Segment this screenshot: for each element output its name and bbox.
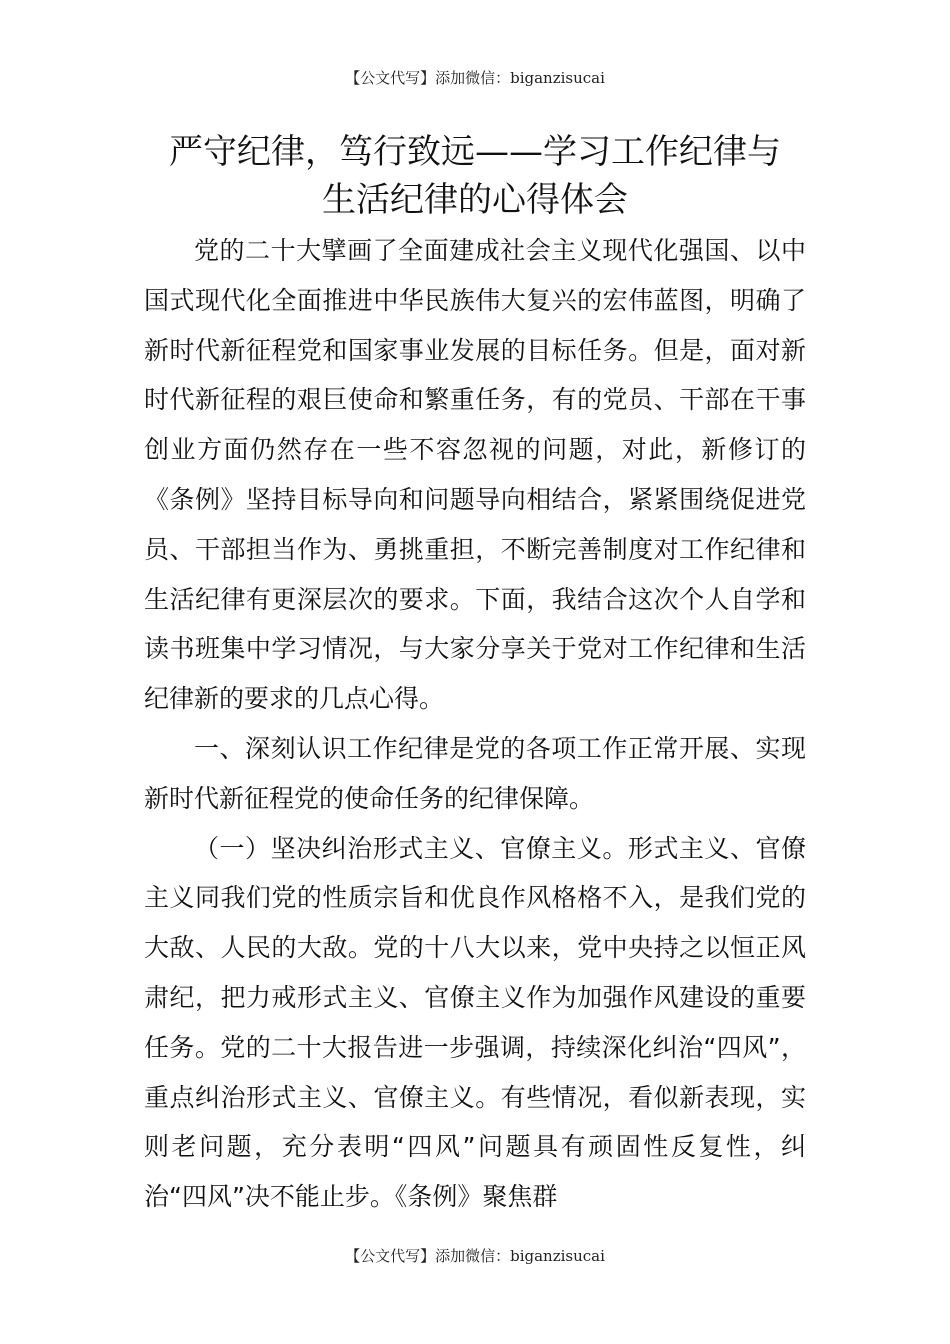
paragraph-section-heading: 一、深刻认识工作纪律是党的各项工作正常开展、实现新时代新征程党的使命任务的纪律保障。: [144, 733, 806, 813]
page-footer-watermark: 【公文代写】添加微信：biganzisucai: [345, 1247, 605, 1265]
document-title: [144, 128, 806, 224]
title-line-1: 严守纪律，笃行致远——学习工作纪律与: [169, 132, 781, 172]
document-body: [144, 128, 806, 1222]
paragraph-intro: 党的二十大擘画了全面建成社会主义现代化强国、以中国式现代化全面推进中华民族伟大复兴的宏伟蓝图，明确了新时代新征程党和国家事业发展的目标任务。但是，面对新时代新征程的艰巨使命和繁重任务，有的党员、干部在干事创业方面仍然存在一些不容忽视的问题，对此，新修订的《条例》坚持目标导向和问题导向相结合，紧紧围绕促进党员、干部担当作为、勇挑重担，不断完善制度对工作纪律和生活纪律有更深层次的要求。下面，我结合这次个人自学和读书班集中学习情况，与大家分享关于党对工作纪律和生活纪律新的要求的几点心得。: [144, 236, 806, 714]
document-text: [144, 226, 806, 1222]
paragraph-subsection-1: （一）坚决纠治形式主义、官僚主义。形式主义、官僚主义同我们党的性质宗旨和优良作风格格不入，是我们党的大敌、人民的大敌。党的十八大以来，党中央持之以恒正风肃纪，把力戒形式主义、官僚主义作为加强作风建设的重要任务。党的二十大报告进一步强调，持续深化纠治“四风”，重点纠治形式主义、官僚主义。有些情况，看似新表现，实则老问题，充分表明“四风”问题具有顽固性反复性，纠治“四风”决不能止步。《条例》聚焦群: [144, 833, 806, 1212]
title-line-2: 生活纪律的心得体会: [322, 180, 628, 220]
page-header-watermark: 【公文代写】添加微信：biganzisucai: [345, 69, 605, 87]
